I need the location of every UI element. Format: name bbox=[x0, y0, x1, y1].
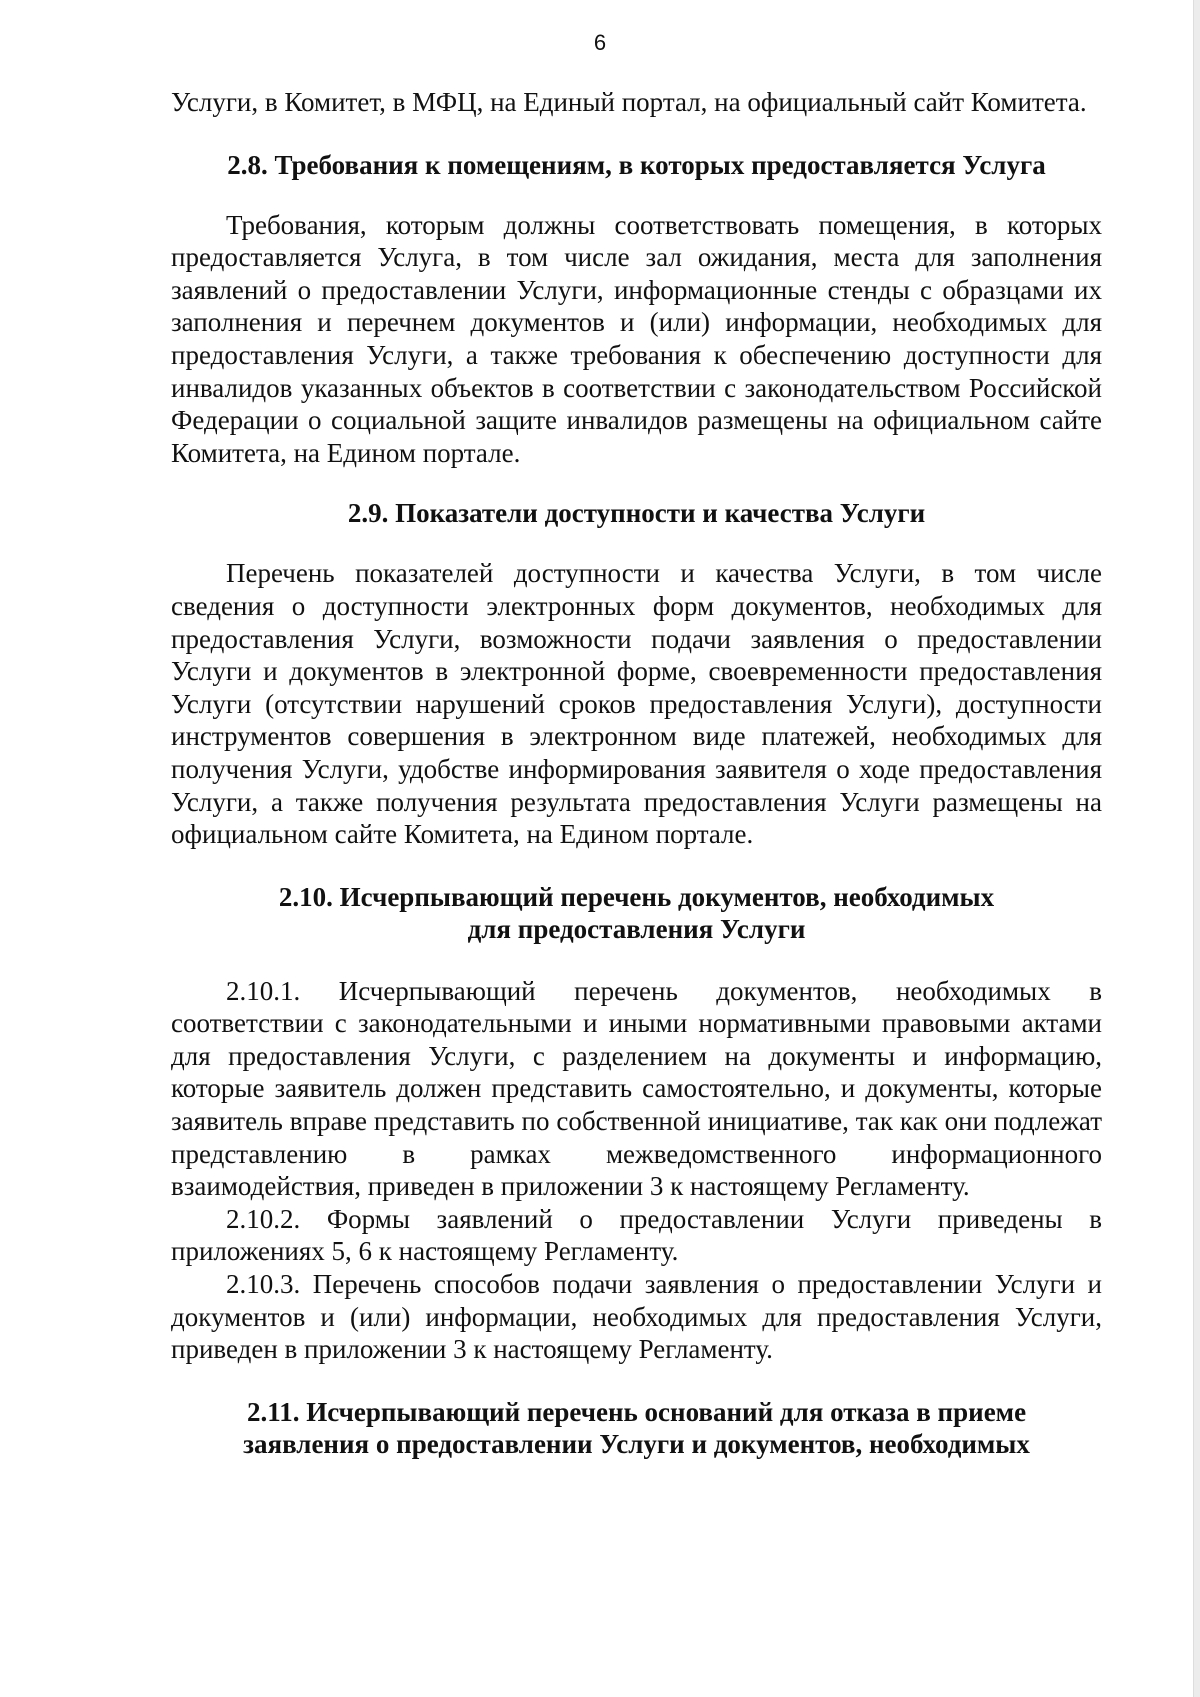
paragraph-2-10-2: 2.10.2. Формы заявлений о предоставлении Услуги приведены в приложениях 5, 6 к настоящему Регламенту. bbox=[171, 1203, 1102, 1267]
document-body bbox=[171, 86, 1102, 1460]
heading-line: заявления о предоставлении Услуги и документов, необходимых bbox=[243, 1428, 1030, 1459]
heading-line: для предоставления Услуги bbox=[467, 913, 806, 944]
section-heading-2-9: 2.9. Показатели доступности и качества Услуги bbox=[347, 498, 926, 529]
scan-edge bbox=[1193, 0, 1200, 1697]
paragraph-2-10-3: 2.10.3. Перечень способов подачи заявления о предоставлении Услуги и документов и (или) информации, необходимых для предоставления Услуги, приведен в приложении 3 к настоящему Регламенту. bbox=[171, 1269, 1102, 1365]
paragraph-continuation: Услуги, в Комитет, в МФЦ, на Единый портал, на официальный сайт Комитета. bbox=[171, 87, 1087, 117]
heading-line: 2.11. Исчерпывающий перечень оснований для отказа в приеме bbox=[246, 1396, 1027, 1427]
paragraph-2-10-1: 2.10.1. Исчерпывающий перечень документов, необходимых в соответствии с законодательными и иными нормативными правовыми актами для предоставления Услуги, с разделением на документы и информацию, которые заявитель должен представить самостоятельно, и документы, которые заявитель вправе представить по собственной инициативе, так как они подлежат представлению в рамках межведомственного информационного взаимодействия, приведен в приложении 3 к настоящему Регламенту. bbox=[171, 975, 1102, 1202]
section-heading-2-11 bbox=[171, 1396, 1102, 1460]
paragraph-2-8: Требования, которым должны соответствовать помещения, в которых предоставляется Услуга, в том числе зал ожидания, места для заполнения заявлений о предоставлении Услуги, информационные стенды с образцами их заполнения и перечнем документов и (или) информации, необходимых для предоставления Услуги, а также требования к обеспечению доступности для инвалидов указанных объектов в соответствии с законодательством Российской Федерации о социальной защите инвалидов размещены на официальном сайте Комитета, на Едином портале. bbox=[171, 209, 1102, 468]
paragraph-2-9: Перечень показателей доступности и качества Услуги, в том числе сведения о доступности электронных форм документов, необходимых для предоставления Услуги, возможности подачи заявления о предоставлении Услуги и документов в электронной форме, своевременности предоставления Услуги (отсутствии нарушений сроков предоставления Услуги), доступности инструментов совершения в электронном виде платежей, необходимых для получения Услуги, удобстве информирования заявителя о ходе предоставления Услуги, а также получения результата предоставления Услуги размещены на официальном сайте Комитета, на Едином портале. bbox=[171, 558, 1102, 850]
page-number: 6 bbox=[593, 30, 607, 55]
section-heading-2-8: 2.8. Требования к помещениям, в которых предоставляется Услуга bbox=[227, 149, 1046, 180]
section-heading-2-10 bbox=[171, 881, 1102, 945]
heading-line: 2.10. Исчерпывающий перечень документов, необходимых bbox=[278, 881, 995, 912]
